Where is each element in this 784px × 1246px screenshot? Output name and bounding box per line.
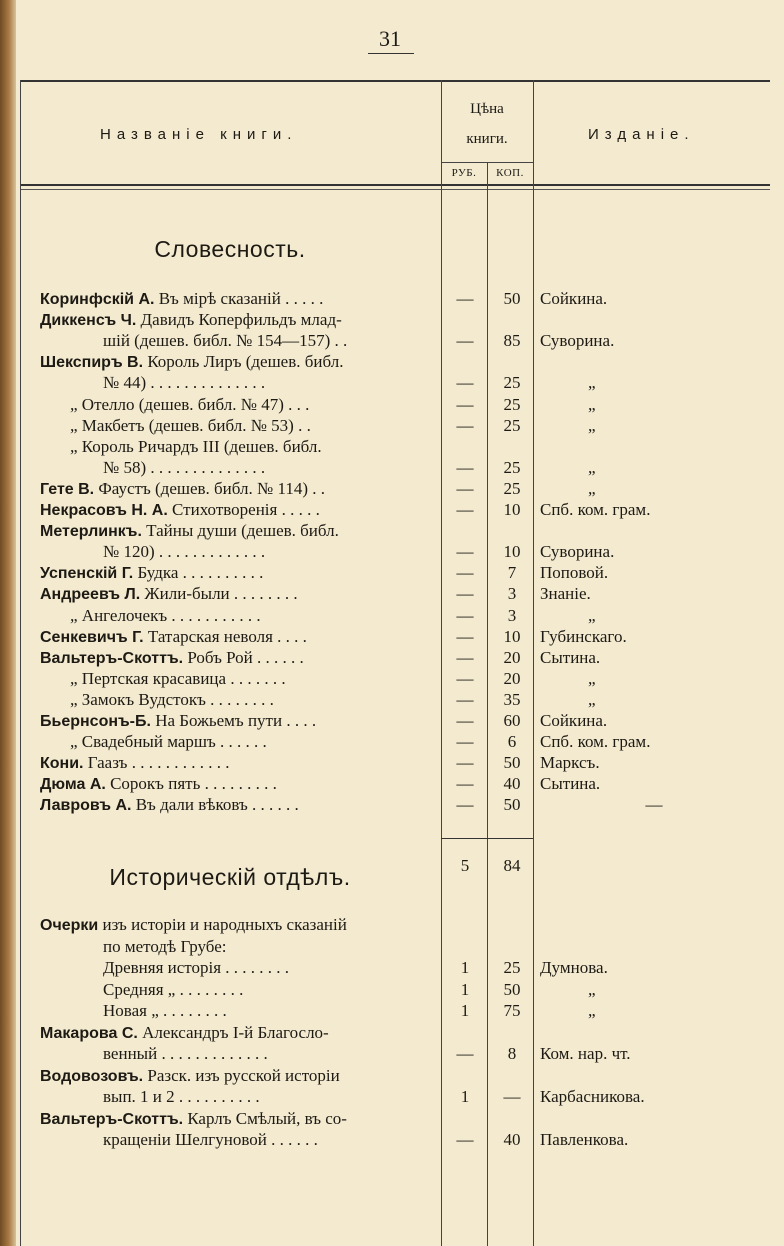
price-rub: 1: [460, 958, 470, 977]
subtotal-rub: 5: [460, 856, 470, 875]
entry-title-cell: [70, 394, 432, 416]
book-title: шій (дешев. библ. № 154—157) . .: [103, 331, 348, 351]
entry-title-cell: [103, 372, 432, 394]
price-rub: —: [456, 647, 474, 667]
book-title: Давидъ Коперфильдъ млад-: [140, 310, 342, 330]
entry-title-cell: [103, 936, 432, 958]
book-title: Средняя „ . . . . . . . .: [103, 979, 244, 999]
entry-title-cell: [70, 668, 432, 690]
entry-title-cell: [40, 914, 432, 937]
price-kop: 10: [503, 626, 521, 646]
author-name: Вальтеръ-Скоттъ.: [40, 1110, 184, 1128]
book-title: Разск. изъ русской исторіи: [147, 1065, 340, 1085]
table-row: [0, 626, 784, 648]
book-title: „ Макбетъ (дешев. библ. № 53) . .: [70, 415, 311, 435]
price-rub: —: [456, 289, 474, 308]
publisher: Спб. ком. грам.: [540, 732, 651, 752]
price-kop: 60: [503, 711, 521, 730]
book-title: вып. 1 и 2 . . . . . . . . . .: [103, 1087, 260, 1106]
entry-title-cell: [40, 773, 432, 796]
entry-title-cell: [40, 499, 432, 522]
entry-title-cell: [40, 351, 432, 374]
book-title: „ Пертская красавица . . . . . . .: [70, 668, 286, 688]
price-kop: 50: [503, 753, 521, 773]
publisher: „: [588, 605, 596, 625]
author-name: Метерлинкъ.: [40, 523, 142, 541]
entry-title-cell: [40, 583, 432, 606]
page-number-rule: [368, 53, 414, 54]
publisher: Суворина.: [540, 331, 615, 351]
entry-title-cell: [40, 794, 432, 817]
table-row: [0, 436, 784, 458]
author-name: Бьернсонъ-Б.: [40, 713, 151, 730]
book-title: Стихотворенія . . . . .: [172, 500, 320, 519]
entry-title-cell: [70, 436, 432, 458]
price-rub: —: [456, 626, 474, 646]
price-kop: 20: [503, 647, 521, 667]
price-kop: 10: [503, 542, 521, 562]
author-name: Водовозовъ.: [40, 1067, 144, 1085]
entry-title-cell: [103, 1129, 432, 1151]
table-row: [0, 605, 784, 627]
table-row: [0, 415, 784, 437]
publisher: Павленкова.: [540, 1130, 629, 1149]
entry-title-cell: [103, 541, 432, 563]
publisher: Знаніе.: [540, 584, 591, 604]
header-kop: КОП.: [496, 167, 524, 179]
publisher: Марксъ.: [540, 753, 600, 773]
table-row: [0, 394, 784, 416]
publisher: „: [588, 1001, 596, 1020]
price-rub: —: [456, 563, 474, 583]
header-publisher-col: Изданіе.: [588, 126, 695, 143]
entry-title-cell: [40, 647, 432, 670]
table-row: [0, 288, 784, 310]
table-row: [0, 330, 784, 352]
header-title-col: Названіе книги.: [100, 126, 298, 143]
page-number: 31: [379, 26, 401, 51]
section-title-literature: Словесность.: [154, 236, 306, 262]
table-row: [0, 1043, 784, 1065]
book-title: Въ дали вѣковъ . . . . . .: [135, 795, 299, 815]
table-row: [0, 562, 784, 584]
book-title: Карлъ Смѣлый, въ со-: [187, 1108, 347, 1128]
entry-title-cell: [40, 626, 432, 649]
table-row: [0, 1065, 784, 1087]
book-title: Тайны души (дешев. библ.: [146, 521, 339, 541]
table-row: [0, 731, 784, 753]
price-kop: 35: [503, 689, 521, 709]
publisher: Сытина.: [540, 774, 601, 794]
table-row: [0, 499, 784, 521]
book-title: изъ исторіи и народныхъ сказаній: [102, 915, 347, 934]
publisher: „: [588, 689, 596, 709]
entry-title-cell: [40, 1022, 432, 1045]
book-title: по методѣ Грубе:: [103, 936, 227, 956]
publisher: Карбасникова.: [540, 1087, 645, 1106]
entry-title-cell: [40, 309, 432, 332]
entry-title-cell: [40, 752, 432, 775]
header-bottom-rule: [20, 184, 770, 186]
header-bottom-rule-2: [20, 189, 770, 190]
author-name: Андреевъ Л.: [40, 586, 141, 604]
table-row: [0, 752, 784, 774]
section-title-history: Историческій отдѣлъ.: [109, 864, 351, 890]
price-kop: 25: [503, 457, 521, 477]
author-name: Сенкевичъ Г.: [40, 628, 144, 646]
entry-title-cell: [40, 478, 432, 501]
price-kop: 25: [503, 373, 521, 393]
price-rub: —: [456, 795, 474, 815]
price-kop: 50: [503, 979, 521, 999]
entry-title-cell: [103, 979, 432, 1001]
table-row: [0, 647, 784, 669]
author-name: Вальтеръ-Скоттъ.: [40, 649, 184, 667]
table-row: [0, 583, 784, 605]
table-row: [0, 1000, 784, 1022]
table-row: [0, 914, 784, 936]
publisher: „: [588, 478, 596, 498]
table-row: [0, 936, 784, 958]
price-rub: —: [456, 331, 474, 351]
price-kop: 40: [503, 1130, 521, 1149]
table-row: [0, 309, 784, 331]
book-title: Сорокъ пять . . . . . . . . .: [110, 774, 277, 794]
table-row: [0, 541, 784, 563]
entry-title-cell: [103, 1043, 432, 1065]
entry-title-cell: [103, 457, 432, 479]
price-kop: 75: [503, 1001, 521, 1020]
price-kop: 3: [507, 605, 517, 625]
entry-title-cell: [40, 1108, 432, 1131]
price-kop: 25: [503, 394, 521, 414]
price-kop: 50: [503, 795, 521, 815]
publisher: Сойкина.: [540, 289, 608, 308]
entry-title-cell: [103, 1000, 432, 1022]
author-name: Диккенсъ Ч.: [40, 312, 137, 330]
book-title: № 44) . . . . . . . . . . . . . .: [103, 373, 266, 393]
entry-title-cell: [103, 330, 432, 352]
price-rub: 1: [460, 1087, 470, 1106]
table-row: [0, 773, 784, 795]
book-title: „ Свадебный маршъ . . . . . .: [70, 732, 267, 752]
book-title: „ Отелло (дешев. библ. № 47) . . .: [70, 394, 310, 414]
entry-title-cell: [40, 562, 432, 585]
author-name: Коринфскій А.: [40, 291, 155, 308]
author-name: Шекспиръ В.: [40, 354, 144, 372]
book-title: „ Король Ричардъ III (дешев. библ.: [70, 436, 322, 456]
price-rub: —: [456, 711, 474, 730]
book-title: Будка . . . . . . . . . .: [137, 563, 264, 583]
book-title: Въ мірѣ сказаній . . . . .: [158, 289, 324, 308]
price-kop: —: [503, 1087, 521, 1106]
publisher: Ком. нар. чт.: [540, 1044, 631, 1063]
book-title: Древняя исторія . . . . . . . .: [103, 958, 290, 977]
publisher: „: [588, 415, 596, 435]
author-name: Успенскій Г.: [40, 565, 134, 583]
table-row: [0, 957, 784, 979]
price-rub: —: [456, 774, 474, 794]
book-title: „ Замокъ Вудстокъ . . . . . . . .: [70, 689, 274, 709]
price-rub: —: [456, 689, 474, 709]
publisher: „: [588, 979, 596, 999]
book-title: венный . . . . . . . . . . . . .: [103, 1044, 268, 1063]
price-kop: 8: [507, 1044, 517, 1063]
price-kop: 85: [503, 331, 521, 351]
table-row: [0, 478, 784, 500]
table-row: [0, 668, 784, 690]
entry-title-cell: [70, 415, 432, 437]
table-top-rule: [20, 80, 770, 82]
subtotal-rule: [441, 838, 533, 839]
price-rub: 1: [460, 979, 470, 999]
price-rub: —: [456, 478, 474, 498]
author-name: Лавровъ А.: [40, 797, 132, 815]
publisher: Спб. ком. грам.: [540, 500, 651, 519]
price-subheader-rule: [441, 162, 533, 163]
book-title: № 120) . . . . . . . . . . . . .: [103, 542, 266, 562]
entry-title-cell: [40, 710, 432, 733]
price-kop: 25: [503, 478, 521, 498]
price-rub: —: [456, 668, 474, 688]
book-title: Фаустъ (дешев. библ. № 114) . .: [98, 478, 325, 498]
price-kop: 25: [503, 958, 521, 977]
author-name: Очерки: [40, 917, 99, 934]
book-title: Новая „ . . . . . . . .: [103, 1001, 227, 1020]
table-row: [0, 1086, 784, 1108]
book-title: Жили-были . . . . . . . .: [144, 584, 298, 604]
table-row: [0, 794, 784, 816]
entry-title-cell: [40, 520, 432, 543]
author-name: Гете В.: [40, 480, 95, 498]
author-name: Некрасовъ Н. А.: [40, 502, 168, 519]
book-title: № 58) . . . . . . . . . . . . . .: [103, 457, 266, 477]
entry-title-cell: [103, 1086, 432, 1108]
price-kop: 25: [503, 415, 521, 435]
table-row: [0, 351, 784, 373]
price-rub: —: [456, 457, 474, 477]
entry-title-cell: [70, 605, 432, 627]
book-title: кращеніи Шелгуновой . . . . . .: [103, 1130, 318, 1149]
publisher: „: [588, 457, 596, 477]
publisher: „: [588, 373, 596, 393]
price-kop: 6: [507, 732, 517, 752]
table-row: [0, 710, 784, 732]
price-rub: 1: [460, 1001, 470, 1020]
table-row: [0, 372, 784, 394]
book-title: „ Ангелочекъ . . . . . . . . . . .: [70, 605, 261, 625]
table-row: [0, 457, 784, 479]
publisher: „: [588, 668, 596, 688]
price-kop: 3: [507, 584, 517, 604]
price-kop: 50: [503, 289, 521, 308]
subtotal-kop: 84: [503, 856, 521, 875]
publisher: Сойкина.: [540, 711, 608, 730]
book-title: На Божьемъ пути . . . .: [155, 711, 317, 730]
table-row: [0, 1129, 784, 1151]
entry-title-cell: [103, 957, 432, 979]
entry-title-cell: [40, 1065, 432, 1088]
price-rub: —: [456, 1130, 474, 1149]
author-name: Дюма А.: [40, 776, 106, 794]
table-row: [0, 520, 784, 542]
price-rub: —: [456, 500, 474, 519]
entry-title-cell: [70, 689, 432, 711]
publisher: Губинскаго.: [540, 626, 627, 646]
price-rub: —: [456, 373, 474, 393]
price-rub: —: [456, 753, 474, 773]
publisher: Суворина.: [540, 542, 615, 562]
price-rub: —: [456, 732, 474, 752]
price-rub: —: [456, 542, 474, 562]
price-rub: —: [456, 394, 474, 414]
table-row: [0, 979, 784, 1001]
header-price-col: Цѣна книги.: [466, 101, 508, 147]
table-row: [0, 1022, 784, 1044]
header-rub: РУБ.: [451, 167, 477, 179]
author-name: Макарова С.: [40, 1024, 138, 1042]
publisher: —: [645, 795, 663, 815]
price-rub: —: [456, 1044, 474, 1063]
price-kop: 10: [503, 500, 521, 519]
book-title: Александръ I-й Благосло-: [142, 1022, 329, 1042]
book-title: Робъ Рой . . . . . .: [187, 647, 304, 667]
publisher: Сытина.: [540, 647, 601, 667]
author-name: Кони.: [40, 755, 84, 773]
entry-title-cell: [70, 731, 432, 753]
price-kop: 20: [503, 668, 521, 688]
book-title: Гаазъ . . . . . . . . . . . .: [87, 753, 230, 773]
price-kop: 7: [507, 563, 517, 583]
table-row: [0, 1108, 784, 1130]
book-title: Татарская неволя . . . .: [147, 626, 307, 646]
price-rub: —: [456, 584, 474, 604]
book-title: Король Лиръ (дешев. библ.: [147, 352, 344, 372]
price-rub: —: [456, 605, 474, 625]
publisher: Думнова.: [540, 958, 608, 977]
price-rub: —: [456, 415, 474, 435]
price-kop: 40: [503, 774, 521, 794]
publisher: Поповой.: [540, 563, 609, 583]
table-row: [0, 689, 784, 711]
entry-title-cell: [40, 288, 432, 311]
publisher: „: [588, 394, 596, 414]
